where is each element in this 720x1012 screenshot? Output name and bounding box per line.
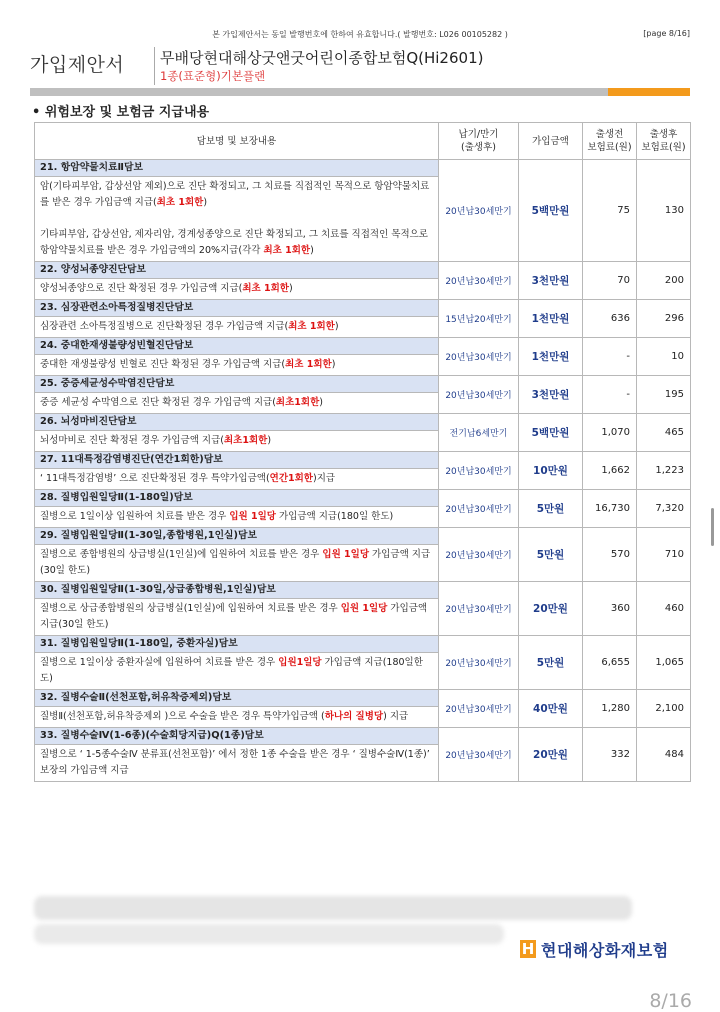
coverage-description <box>35 177 439 262</box>
coverage-description <box>35 317 439 338</box>
header-bar-gray <box>30 88 608 96</box>
page-label: [page 8/16] <box>643 29 690 38</box>
premium-after-birth: 1,223 <box>637 452 691 490</box>
coverage-amount: 1천만원 <box>519 300 583 338</box>
premium-after-birth: 484 <box>637 728 691 782</box>
description-text: ) <box>334 321 339 332</box>
coverage-term: 20년납30세만기 <box>439 376 519 414</box>
coverage-amount: 20만원 <box>519 728 583 782</box>
premium-before-birth: 1,070 <box>583 414 637 452</box>
description-text: ) <box>331 359 336 370</box>
col-header-post: 출생후 보험료(원) <box>637 123 691 160</box>
description-text: 가입금액 지급 (30일 한도) <box>40 549 434 576</box>
section-title: • 위험보장 및 보험금 지급내용 <box>32 105 210 120</box>
description-text: )지급 <box>312 473 336 484</box>
table-row <box>35 376 691 393</box>
table-row <box>35 452 691 469</box>
description-text: 중증 세균성 수막염으로 진단 확정된 경우 가입금액 지급( <box>40 397 276 408</box>
coverage-term: 20년납30세만기 <box>439 582 519 636</box>
description-text: ) <box>319 397 323 408</box>
premium-after-birth: 7,320 <box>637 490 691 528</box>
page-number: 8/16 <box>649 990 692 1012</box>
highlight-text: 입원 1일당 <box>322 549 370 560</box>
coverage-term: 20년납30세만기 <box>439 338 519 376</box>
coverage-amount: 5만원 <box>519 528 583 582</box>
coverage-term: 20년납30세만기 <box>439 690 519 728</box>
description-text: ) <box>310 245 314 256</box>
coverage-description <box>35 707 439 728</box>
table-row <box>35 582 691 599</box>
description-text: 질병으로 1일이상 중환자실에 입원하여 치료를 받은 경우 <box>40 657 279 668</box>
coverage-term: 20년납30세만기 <box>439 636 519 690</box>
coverage-amount: 5만원 <box>519 636 583 690</box>
table-row <box>35 300 691 317</box>
premium-after-birth: 460 <box>637 582 691 636</box>
highlight-text: 최초 1회한 <box>263 245 311 256</box>
premium-after-birth: 130 <box>637 160 691 262</box>
table-row <box>35 160 691 177</box>
description-text: 질병으로 1일이상 입원하여 치료를 받은 경우 <box>40 511 230 522</box>
coverage-description <box>35 745 439 782</box>
company-name: 현대해상화재보험 <box>541 940 669 960</box>
premium-before-birth: 70 <box>583 262 637 300</box>
redacted-text <box>34 924 504 944</box>
coverage-term: 20년납30세만기 <box>439 262 519 300</box>
highlight-text: 하나의 질병당 <box>324 711 384 722</box>
col-header-term: 납기/만기 (출생후) <box>439 123 519 160</box>
premium-after-birth: 195 <box>637 376 691 414</box>
coverage-term: 20년납30세만기 <box>439 728 519 782</box>
product-name: 무배당현대해상굿앤굿어린이종합보험Q(Hi2601) <box>160 49 484 67</box>
description-text: ) <box>203 197 208 208</box>
coverage-amount: 5백만원 <box>519 160 583 262</box>
highlight-text: 최초1회한 <box>224 435 268 446</box>
coverage-description <box>35 279 439 300</box>
premium-after-birth: 710 <box>637 528 691 582</box>
coverage-description <box>35 355 439 376</box>
highlight-text: 최초 1회한 <box>288 321 335 332</box>
highlight-text: 최초1회한 <box>275 397 320 408</box>
coverage-title: 22. 양성뇌종양진단담보 <box>35 262 439 279</box>
description-text: 심장관련 소아특정질병으로 진단확정된 경우 가입금액 지급( <box>40 321 289 332</box>
premium-before-birth: - <box>583 338 637 376</box>
premium-before-birth: 75 <box>583 160 637 262</box>
premium-after-birth: 2,100 <box>637 690 691 728</box>
description-text: ) <box>267 435 272 446</box>
coverage-term: 20년납30세만기 <box>439 490 519 528</box>
highlight-text: 입원 1일당 <box>229 511 276 522</box>
coverage-title: 27. 11대특정감염병진단(연간1회한)담보 <box>35 452 439 469</box>
description-text: ) 지급 <box>383 711 409 722</box>
redacted-text <box>34 896 632 920</box>
coverage-title: 31. 질병입원일당Ⅱ(1-180일, 중환자실)담보 <box>35 636 439 653</box>
description-text: 양성뇌종양으로 진단 확정된 경우 가입금액 지급( <box>40 283 243 294</box>
premium-before-birth: 636 <box>583 300 637 338</box>
table-row <box>35 490 691 507</box>
premium-before-birth: 6,655 <box>583 636 637 690</box>
coverage-title: 26. 뇌성마비진단담보 <box>35 414 439 431</box>
description-text: 질병으로 상급종합병원의 상급병실(1인실)에 입원하여 치료를 받은 경우 <box>40 603 341 614</box>
coverage-term: 15년납20세만기 <box>439 300 519 338</box>
table-row <box>35 338 691 355</box>
header-divider <box>154 47 155 85</box>
premium-after-birth: 200 <box>637 262 691 300</box>
coverage-description <box>35 469 439 490</box>
coverage-amount: 1천만원 <box>519 338 583 376</box>
premium-before-birth: 570 <box>583 528 637 582</box>
coverage-amount: 20만원 <box>519 582 583 636</box>
hyundai-logo-icon: H <box>521 940 535 958</box>
table-row <box>35 528 691 545</box>
validity-notice: 본 가입제안서는 동일 발행번호에 한하여 유효합니다.( 발행번호: L026 00105282 ) <box>212 30 508 39</box>
coverage-title: 28. 질병입원일당Ⅱ(1-180일)담보 <box>35 490 439 507</box>
coverage-description <box>35 507 439 528</box>
highlight-text: 최초 1회한 <box>156 197 204 208</box>
table-header-row <box>35 123 691 160</box>
premium-before-birth: 16,730 <box>583 490 637 528</box>
col-header-pre: 출생전 보험료(원) <box>583 123 637 160</box>
premium-before-birth: 360 <box>583 582 637 636</box>
table-row <box>35 262 691 279</box>
coverage-title: 23. 심장관련소아특정질병진단담보 <box>35 300 439 317</box>
description-text: 질병으로 종합병원의 상급병실(1인실)에 입원하여 치료를 받은 경우 <box>40 549 323 560</box>
description-text: 암(기타피부암, 갑상선암 제외)으로 진단 확정되고, 그 치료를 직접적인 목적으로 항암약물치료를 받은 경우 가입금액 지급( <box>40 181 430 208</box>
table-row <box>35 728 691 745</box>
premium-before-birth: 332 <box>583 728 637 782</box>
coverage-amount: 3천만원 <box>519 262 583 300</box>
coverage-term: 전기납6세만기 <box>439 414 519 452</box>
coverage-table <box>34 122 691 782</box>
coverage-title: 24. 중대한재생불량성빈혈진단담보 <box>35 338 439 355</box>
coverage-amount: 5백만원 <box>519 414 583 452</box>
description-text: 질병으로 ‘ 1-5종수술Ⅳ 분류표(선천포함)’ 에서 정한 1종 수술을 받은 경우 ‘ 질병수술Ⅳ(1종)’ 보장의 가입금액 지급 <box>40 749 433 776</box>
coverage-title: 21. 항암약물치료Ⅱ담보 <box>35 160 439 177</box>
description-text: 가입금액 지급(30일 한도) <box>40 603 431 630</box>
coverage-term: 20년납30세만기 <box>439 452 519 490</box>
coverage-description <box>35 393 439 414</box>
doc-type: 가입제안서 <box>30 54 125 76</box>
coverage-title: 25. 중증세균성수막염진단담보 <box>35 376 439 393</box>
description-text: ‘ 11대특정감염병’ 으로 진단확정된 경우 특약가입금액( <box>40 473 270 484</box>
col-header-amount: 가입금액 <box>519 123 583 160</box>
scrollbar[interactable] <box>711 508 714 546</box>
coverage-term: 20년납30세만기 <box>439 160 519 262</box>
coverage-amount: 40만원 <box>519 690 583 728</box>
highlight-text: 최초 1회한 <box>242 283 289 294</box>
premium-after-birth: 10 <box>637 338 691 376</box>
coverage-amount: 5만원 <box>519 490 583 528</box>
highlight-text: 최초 1회한 <box>285 359 332 370</box>
coverage-title: 30. 질병입원일당Ⅱ(1-30일,상급종합병원,1인실)담보 <box>35 582 439 599</box>
coverage-description <box>35 545 439 582</box>
premium-before-birth: 1,280 <box>583 690 637 728</box>
description-text: 가입금액 지급(180일한도) <box>40 657 423 684</box>
company-logo <box>520 937 669 961</box>
table-row <box>35 636 691 653</box>
description-text: ) <box>289 283 293 294</box>
premium-before-birth: - <box>583 376 637 414</box>
coverage-description <box>35 431 439 452</box>
header-bar-orange <box>608 88 690 96</box>
description-text: 가입금액 지급(180일 한도) <box>276 511 394 522</box>
coverage-term: 20년납30세만기 <box>439 528 519 582</box>
coverage-title: 33. 질병수술Ⅳ(1-6종)(수술회당지급)Q(1종)담보 <box>35 728 439 745</box>
description-text: 뇌성마비로 진단 확정된 경우 가입금액 지급( <box>40 435 224 446</box>
highlight-text: 연간1회한 <box>269 473 313 484</box>
table-row <box>35 690 691 707</box>
highlight-text: 입원 1일당 <box>340 603 388 614</box>
description-text: 중대한 재생불량성 빈혈로 진단 확정된 경우 가입금액 지급( <box>40 359 286 370</box>
premium-after-birth: 296 <box>637 300 691 338</box>
highlight-text: 입원1일당 <box>278 657 322 668</box>
plan-name: 1종(표준형)기본플랜 <box>160 69 266 83</box>
coverage-title: 29. 질병입원일당Ⅱ(1-30일,종합병원,1인실)담보 <box>35 528 439 545</box>
coverage-amount: 10만원 <box>519 452 583 490</box>
coverage-description <box>35 599 439 636</box>
premium-before-birth: 1,662 <box>583 452 637 490</box>
coverage-amount: 3천만원 <box>519 376 583 414</box>
table-row <box>35 414 691 431</box>
premium-after-birth: 465 <box>637 414 691 452</box>
col-header-name: 담보명 및 보장내용 <box>35 123 439 160</box>
coverage-description <box>35 653 439 690</box>
coverage-title: 32. 질병수술Ⅱ(선천포함,허유착증제외)담보 <box>35 690 439 707</box>
description-text: 질병Ⅱ(선천포함,허유착증제외 )으로 수술을 받은 경우 특약가입금액 ( <box>40 711 325 722</box>
description-text: 기타피부암, 갑상선암, 제자리암, 경계성종양으로 진단 확정되고, 그 치료를 직접적인 목적으로 항암약물치료를 받은 경우 가입금액의 20%지급(각각 <box>40 229 428 256</box>
premium-after-birth: 1,065 <box>637 636 691 690</box>
